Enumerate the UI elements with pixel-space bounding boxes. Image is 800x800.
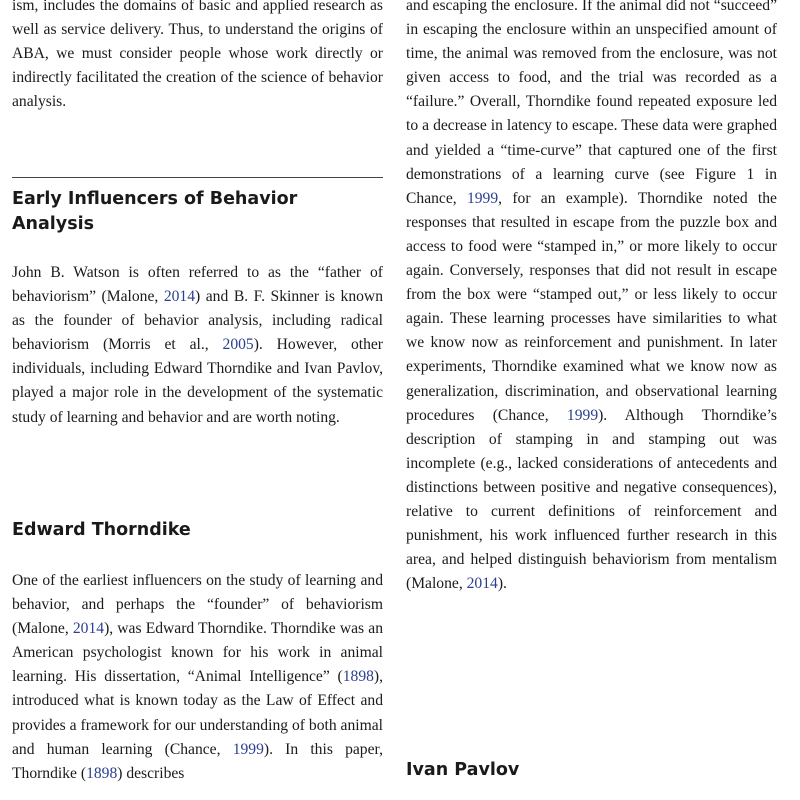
- section-heading-early-influencers: Early Influencers of Behavior Analysis: [12, 189, 298, 234]
- text-run: ). However, other individuals, including Edward Thorndike and Ivan Pavlov, played a major role in the development of the systematic study of learning and behavior and are worth noting.: [12, 336, 383, 426]
- text-run: ), was Edward Thorndike. Thorndike was an American psychologist known for his work in animal learning. His dissertation, “Animal Intelligence” (: [12, 620, 383, 686]
- subsection-heading-pavlov: Ivan Pavlov: [406, 760, 520, 780]
- citation-year-link[interactable]: 2005: [222, 336, 254, 354]
- text-run: John B. Watson is often referred to as the “father of behaviorism” (Malone,: [12, 264, 383, 306]
- thorndike-paragraph: [12, 569, 383, 786]
- citation-year-link[interactable]: 1999: [466, 189, 499, 207]
- citation-year-link[interactable]: 1999: [566, 406, 599, 424]
- subsection-heading-thorndike: Edward Thorndike: [12, 520, 191, 540]
- text-run: One of the earliest influencers on the study of learning and behavior, and perhaps the “founder” of behaviorism (Malone,: [12, 572, 383, 638]
- thorndike-paragraph-continued: [406, 0, 777, 596]
- early-influencers-paragraph: [12, 261, 383, 430]
- text-run: ).: [497, 575, 507, 593]
- citation-year-link[interactable]: 2014: [163, 288, 196, 306]
- section-divider: [12, 177, 383, 178]
- citation-year-link[interactable]: 1898: [86, 764, 118, 782]
- citation-year-link[interactable]: 1898: [342, 668, 374, 686]
- text-run: ) describes: [117, 764, 185, 782]
- text-run: ), introduced what is known today as the Law of Effect and provides a framework for our understanding of both animal and human learning (Chance,: [12, 668, 383, 758]
- citation-year-link[interactable]: 1999: [232, 740, 264, 758]
- text-run: ). In this paper, Thorndike (: [12, 740, 383, 782]
- text-run: ) and B. F. Skinner is known as the founder of behavior analysis, including radical behaviorism (Morris et al.,: [12, 288, 383, 354]
- text-run: ism, includes the domains of basic and applied research as well as service delivery. Thus, to understand the origins of ABA, we must consider people whose work directly or indirectly facilitated the creation of the science of behavior analysis.: [12, 0, 383, 111]
- text-run: , for an example). Thorndike noted the responses that resulted in escape from the puzzle box and access to food were “stamped in,” or more likely to occur again. Conversely, responses that did not result in escape from the box were “stamped out,” or less likely to occur again. These learning processes have similarities to what we know now as reinforcement and punishment. In later experiments, Thorndike examined what we know now as generalization, discrimination, and observational learning procedures (Chance,: [406, 189, 777, 424]
- citation-year-link[interactable]: 2014: [466, 575, 498, 593]
- text-run: and escaping the enclosure. If the animal did not “succeed” in escaping the enclosure within an unspecified amount of time, the animal was removed from the enclosure, was not given access to food, and the trial was recorded as a “failure.” Overall, Thorndike found repeated exposure led to a decrease in latency to escape. These data were graphed and yielded a “time-curve” that captured one of the first demonstrations of a learning curve (see Figure 1 in Chance,: [406, 0, 777, 207]
- text-run: ). Although Thorndike’s description of stamping in and stamping out was incomplete (e.g., lacked considerations of antecedents and distinctions between positive and negative consequences), relative to current definitions of reinforcement and punishment, his work influenced further research in this area, and helped distinguish behaviorism from mentalism (Malone,: [406, 406, 777, 593]
- citation-year-link[interactable]: 2014: [72, 620, 105, 638]
- intro-paragraph-end: [12, 0, 383, 114]
